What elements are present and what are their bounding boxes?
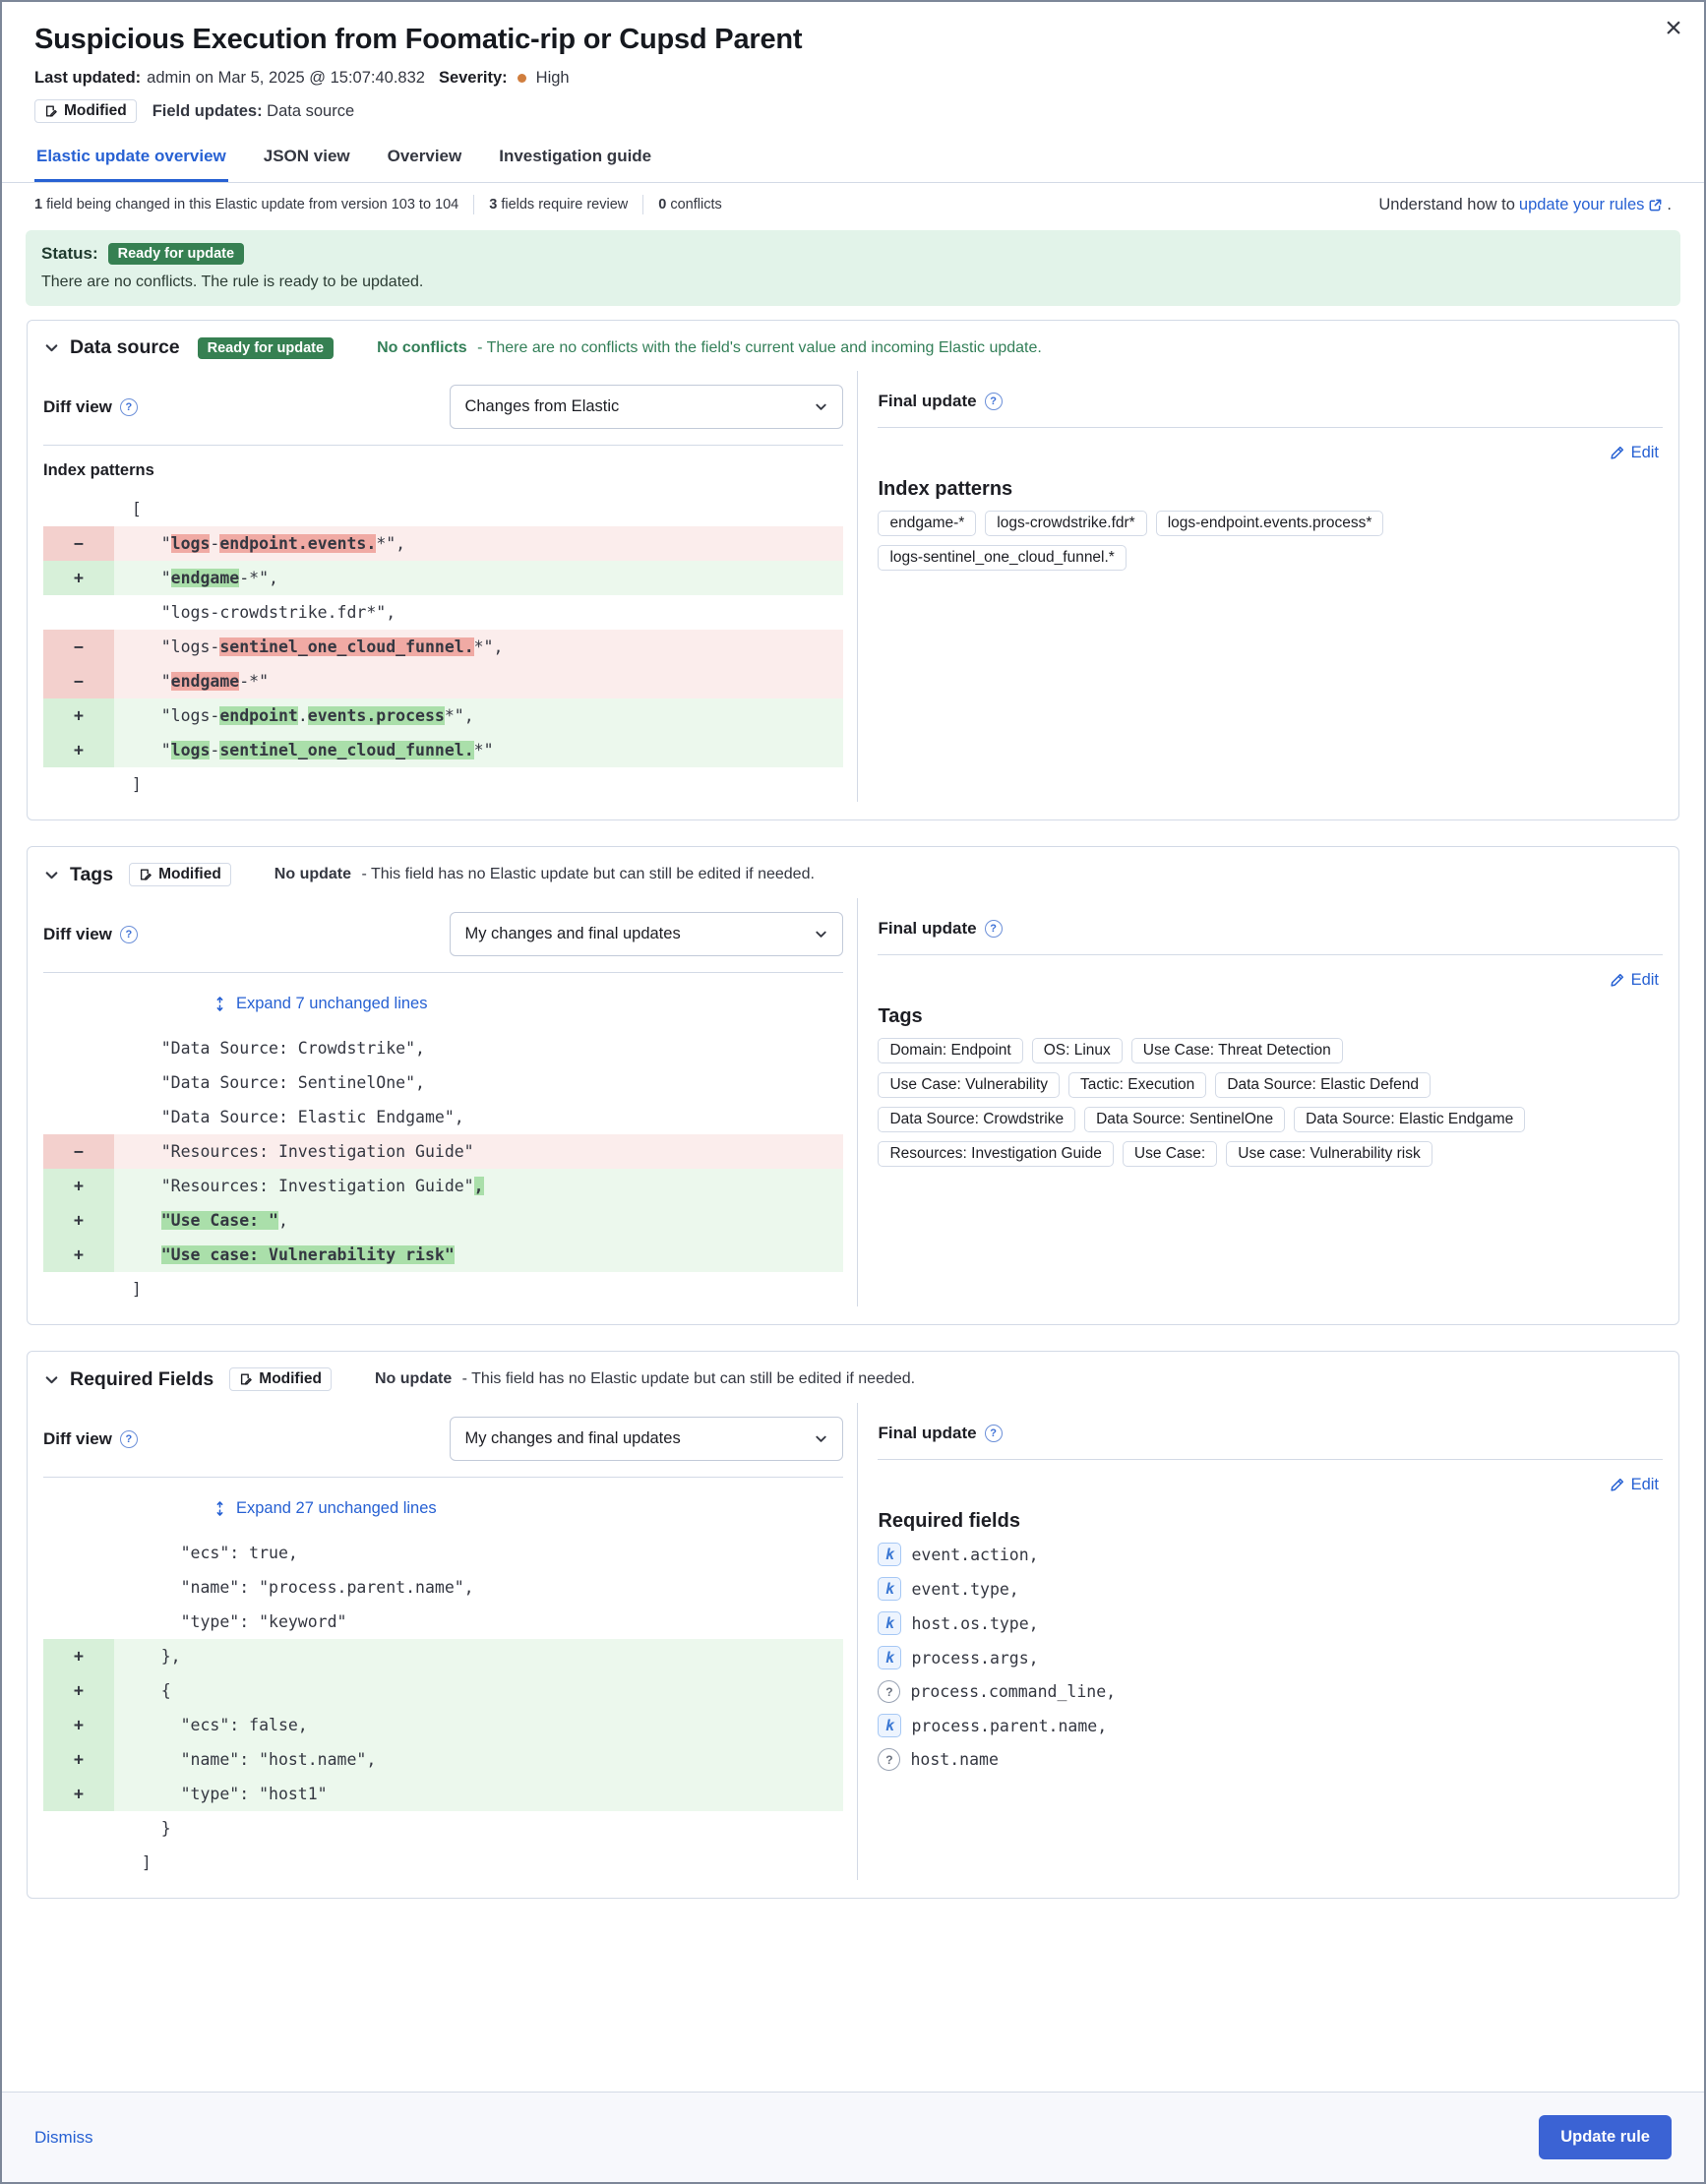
edit-button[interactable]: Edit xyxy=(1610,444,1659,462)
edit-row xyxy=(878,955,1663,996)
diff-panel xyxy=(43,1478,843,1880)
diff-view-label: Diff view ? xyxy=(43,925,138,944)
added-line-marker: + xyxy=(43,733,114,767)
diff-line-ctx xyxy=(43,767,843,802)
diff-code-text: "name": "process.parent.name", xyxy=(122,1578,474,1597)
added-line-marker: + xyxy=(43,1639,114,1673)
added-line-marker: + xyxy=(43,1203,114,1238)
final-update-label: Final update ? xyxy=(878,1424,1002,1443)
section-required-fields xyxy=(27,1351,1679,1899)
diff-code-text: "ecs": true, xyxy=(122,1544,298,1562)
pencil-icon xyxy=(1610,973,1624,988)
diff-code-text: "logs-crowdstrike.fdr*", xyxy=(122,603,396,622)
removed-line-marker: − xyxy=(43,630,114,664)
help-icon[interactable] xyxy=(985,920,1003,938)
divider xyxy=(473,195,474,214)
final-update-column xyxy=(857,1403,1663,1880)
diff-code-text: "Resources: Investigation Guide" xyxy=(122,1142,474,1161)
data-source-body xyxy=(43,371,1663,802)
value-badge: Tactic: Execution xyxy=(1068,1072,1206,1098)
section-status: No update - This field has no Elastic update but can still be edited if needed. xyxy=(274,866,815,882)
diff-view-row xyxy=(43,371,843,446)
diff-line-ctx xyxy=(43,1100,843,1134)
diff-column xyxy=(43,898,857,1306)
dismiss-button[interactable]: Dismiss xyxy=(34,2127,93,2147)
diff-line-ctx xyxy=(43,1065,843,1100)
diff-line-add xyxy=(43,1639,843,1673)
diff-code-text: "logs-endpoint.events.*", xyxy=(122,534,406,553)
divider xyxy=(642,195,643,214)
modified-badge: Modified xyxy=(34,99,137,123)
diff-line-del xyxy=(43,526,843,561)
diff-line-add xyxy=(43,561,843,595)
diff-line-add xyxy=(43,1238,843,1272)
edit-button[interactable]: Edit xyxy=(1610,971,1659,990)
rule-badges xyxy=(34,99,1672,123)
keyword-type-icon: k xyxy=(878,1577,901,1601)
diff-code-text: "Use Case: ", xyxy=(160,1211,288,1230)
diff-code-text: ] xyxy=(122,1280,142,1299)
status-message: There are no conflicts. The rule is ready to be updated. xyxy=(41,273,424,290)
line-gutter xyxy=(43,1100,114,1134)
modified-badge: Modified xyxy=(129,863,231,886)
final-index-patterns-title: Index patterns xyxy=(878,478,1013,500)
pencil-icon xyxy=(1610,1478,1624,1492)
ready-for-update-badge: Ready for update xyxy=(198,337,334,359)
section-title: Required Fields xyxy=(70,1367,214,1390)
required-fields-list xyxy=(878,1543,1663,1771)
tab-investigation-guide[interactable]: Investigation guide xyxy=(499,147,652,165)
diff-line-ctx xyxy=(43,1272,843,1306)
diff-code-text: "Data Source: Crowdstrike", xyxy=(122,1039,425,1058)
status-callout-title xyxy=(41,243,1665,265)
required-field-name: host.name xyxy=(910,1750,999,1769)
diff-line-ctx xyxy=(43,1846,843,1880)
diff-line-add xyxy=(43,1673,843,1708)
keyword-type-icon: k xyxy=(878,1543,901,1566)
diff-code-text: "logs-endpoint.events.process*", xyxy=(122,706,474,725)
line-gutter xyxy=(43,1272,114,1306)
value-badge: Use Case: Threat Detection xyxy=(1131,1038,1343,1063)
keyword-type-icon: k xyxy=(878,1611,901,1635)
update-rule-button[interactable]: Update rule xyxy=(1539,2115,1672,2159)
line-gutter xyxy=(43,595,114,630)
required-field-name: event.action, xyxy=(911,1545,1039,1564)
conflicts-count: 0 conflicts xyxy=(658,197,722,212)
required-field-name: process.parent.name, xyxy=(911,1716,1108,1735)
added-line-marker: + xyxy=(43,1169,114,1203)
diff-code-text: "Data Source: SentinelOne", xyxy=(122,1073,425,1092)
required-field-item xyxy=(878,1748,1663,1771)
diff-code-text: "endgame-*", xyxy=(122,569,278,587)
diff-code-text: "type": "host1" xyxy=(122,1785,328,1803)
value-badge: logs-crowdstrike.fdr* xyxy=(985,511,1146,536)
expand-lines-icon xyxy=(213,997,227,1011)
line-gutter xyxy=(43,492,114,526)
value-badge: logs-endpoint.events.process* xyxy=(1156,511,1384,536)
tab-json-view[interactable]: JSON view xyxy=(263,147,350,165)
required-field-item xyxy=(878,1611,1663,1635)
page-title: Suspicious Execution from Foomatic-rip or Cupsd Parent xyxy=(34,24,803,55)
section-status: No conflicts - There are no conflicts with the field's current value and incoming Elastic update. xyxy=(377,338,1042,356)
ready-for-update-badge: Ready for update xyxy=(108,243,244,265)
diff-code-text: [ xyxy=(122,500,142,518)
value-badge: Data Source: Elastic Defend xyxy=(1215,1072,1431,1098)
diff-field-label: Index patterns xyxy=(43,461,154,479)
expand-lines-icon xyxy=(213,1501,227,1516)
line-gutter xyxy=(43,767,114,802)
final-update-row xyxy=(878,1403,1663,1460)
required-fields-accordion-header[interactable] xyxy=(43,1354,1663,1403)
diff-line-ctx xyxy=(43,1605,843,1639)
help-icon[interactable] xyxy=(985,1425,1003,1442)
required-field-name: host.os.type, xyxy=(911,1613,1039,1633)
diff-line-add xyxy=(43,1777,843,1811)
status-label: Status: xyxy=(41,244,98,263)
diff-code-text: } xyxy=(122,1819,171,1838)
final-update-row xyxy=(878,898,1663,955)
line-gutter xyxy=(43,1570,114,1605)
flyout-header xyxy=(2,2,1704,123)
removed-line-marker: − xyxy=(43,526,114,561)
tab-bar xyxy=(2,123,1704,183)
diff-line-del xyxy=(43,1134,843,1169)
severity-value: High xyxy=(535,69,570,87)
diff-panel xyxy=(43,446,843,802)
flyout-footer xyxy=(2,2092,1704,2182)
required-field-name: event.type, xyxy=(911,1579,1019,1599)
update-info-bar xyxy=(2,183,1704,224)
value-badge: Use Case: Vulnerability xyxy=(878,1072,1060,1098)
unknown-type-icon: ? xyxy=(878,1748,900,1771)
diff-panel xyxy=(43,973,843,1306)
section-title: Data source xyxy=(70,336,180,358)
value-badge: Use case: Vulnerability risk xyxy=(1226,1141,1432,1167)
fields-require-review-count: 3 fields require review xyxy=(489,197,629,212)
diff-line-ctx xyxy=(43,1536,843,1570)
document-edit-icon xyxy=(44,104,58,118)
flyout-body xyxy=(2,2,1704,2092)
removed-line-marker: − xyxy=(43,664,114,698)
value-badge: Data Source: SentinelOne xyxy=(1084,1107,1285,1132)
keyword-type-icon: k xyxy=(878,1714,901,1737)
diff-line-del xyxy=(43,630,843,664)
value-badge: Use Case: xyxy=(1123,1141,1217,1167)
diff-code-text: "Data Source: Elastic Endgame", xyxy=(122,1108,464,1126)
diff-line-del xyxy=(43,664,843,698)
required-field-item xyxy=(878,1543,1663,1566)
line-gutter xyxy=(43,1536,114,1570)
diff-line-add xyxy=(43,1203,843,1238)
diff-view-select[interactable]: My changes and final updates xyxy=(450,912,843,956)
diff-line-add xyxy=(43,1742,843,1777)
added-line-marker: + xyxy=(43,1673,114,1708)
required-field-item xyxy=(878,1714,1663,1737)
value-badge: OS: Linux xyxy=(1032,1038,1123,1063)
line-gutter xyxy=(43,1031,114,1065)
external-link-icon xyxy=(1648,198,1663,212)
chevron-down-icon xyxy=(814,1431,828,1446)
help-icon[interactable] xyxy=(985,393,1003,410)
added-line-marker: + xyxy=(43,1742,114,1777)
document-edit-icon xyxy=(239,1372,253,1386)
section-status: No update - This field has no Elastic update but can still be edited if needed. xyxy=(375,1370,916,1387)
line-gutter xyxy=(43,1846,114,1880)
added-line-marker: + xyxy=(43,698,114,733)
value-badge: Data Source: Crowdstrike xyxy=(878,1107,1075,1132)
diff-code-text: "ecs": false, xyxy=(122,1716,308,1734)
diff-view-select[interactable]: Changes from Elastic xyxy=(450,385,843,429)
diff-view-label: Diff view ? xyxy=(43,397,138,417)
edit-row xyxy=(878,1460,1663,1500)
chevron-down-icon xyxy=(814,927,828,941)
chevron-down-icon[interactable] xyxy=(43,1371,60,1388)
rule-meta xyxy=(34,69,1672,88)
tab-elastic-update-overview[interactable]: Elastic update overview xyxy=(34,143,228,182)
modified-badge: Modified xyxy=(229,1367,332,1391)
status-callout xyxy=(26,230,1680,306)
tags-accordion-header[interactable] xyxy=(43,849,1663,898)
index-patterns-diff xyxy=(43,492,843,802)
help-text: Understand how to update your rules . xyxy=(1378,195,1672,213)
diff-code-text: "endgame-*" xyxy=(122,672,270,691)
required-fields-diff xyxy=(43,1536,843,1880)
unknown-type-icon: ? xyxy=(878,1680,900,1703)
diff-code-text: ] xyxy=(122,1853,152,1872)
diff-code-text: }, xyxy=(122,1647,181,1666)
fields-changed-count: 1 field being changed in this Elastic update from version 103 to 104 xyxy=(34,197,459,212)
diff-code-text: "type": "keyword" xyxy=(122,1612,347,1631)
required-fields-body xyxy=(43,1403,1663,1880)
value-badge: Data Source: Elastic Endgame xyxy=(1294,1107,1525,1132)
required-field-item xyxy=(878,1577,1663,1601)
help-icon[interactable] xyxy=(120,1430,138,1448)
required-field-name: process.command_line, xyxy=(910,1682,1117,1701)
diff-code-text: "logs-sentinel_one_cloud_funnel.*" xyxy=(122,741,494,759)
field-updates xyxy=(152,102,354,121)
help-icon[interactable] xyxy=(120,398,138,416)
last-updated-value: admin on Mar 5, 2025 @ 15:07:40.832 xyxy=(147,69,425,87)
added-line-marker: + xyxy=(43,1777,114,1811)
field-updates-label: Field updates: xyxy=(152,101,263,120)
update-your-rules-link[interactable]: update your rules xyxy=(1518,195,1645,213)
diff-line-ctx xyxy=(43,595,843,630)
diff-line-add xyxy=(43,698,843,733)
diff-code-text: "Use case: Vulnerability risk" xyxy=(160,1245,455,1264)
help-icon[interactable] xyxy=(120,926,138,943)
data-source-accordion-header[interactable] xyxy=(43,323,1663,371)
chevron-down-icon[interactable] xyxy=(43,867,60,883)
keyword-type-icon: k xyxy=(878,1646,901,1669)
diff-column xyxy=(43,1403,857,1880)
diff-line-add xyxy=(43,733,843,767)
tab-overview[interactable]: Overview xyxy=(387,147,462,165)
diff-code-text: "logs-sentinel_one_cloud_funnel.*", xyxy=(122,637,504,656)
edit-row xyxy=(878,428,1663,468)
removed-line-marker: − xyxy=(43,1134,114,1169)
expand-unchanged-lines-button[interactable]: Expand 7 unchanged lines xyxy=(213,995,843,1013)
diff-line-ctx xyxy=(43,492,843,526)
value-badge: Domain: Endpoint xyxy=(878,1038,1022,1063)
pencil-icon xyxy=(1610,446,1624,460)
chevron-down-icon xyxy=(814,399,828,414)
added-line-marker: + xyxy=(43,1238,114,1272)
final-update-label: Final update ? xyxy=(878,392,1002,411)
diff-code-text: { xyxy=(122,1681,171,1700)
diff-line-ctx xyxy=(43,1570,843,1605)
diff-line-ctx xyxy=(43,1031,843,1065)
diff-line-add xyxy=(43,1708,843,1742)
field-updates-value: Data source xyxy=(267,101,355,120)
final-required-fields-title: Required fields xyxy=(878,1510,1020,1532)
added-line-marker: + xyxy=(43,561,114,595)
tags-diff xyxy=(43,1031,843,1306)
tag-badges xyxy=(878,1038,1527,1167)
diff-view-row xyxy=(43,1403,843,1478)
diff-column xyxy=(43,371,857,802)
section-data-source xyxy=(27,320,1679,820)
final-tags-title: Tags xyxy=(878,1005,923,1027)
final-update-column xyxy=(857,371,1663,802)
added-line-marker: + xyxy=(43,1708,114,1742)
required-field-name: process.args, xyxy=(911,1648,1039,1668)
close-icon[interactable] xyxy=(1657,12,1690,45)
diff-code-text: "Resources: Investigation Guide", xyxy=(122,1177,484,1195)
diff-code-text: "name": "host.name", xyxy=(122,1750,377,1769)
value-badge: logs-sentinel_one_cloud_funnel.* xyxy=(878,545,1126,571)
required-field-item xyxy=(878,1646,1663,1669)
severity-dot-icon xyxy=(518,74,526,83)
diff-line-ctx xyxy=(43,1811,843,1846)
chevron-down-icon[interactable] xyxy=(43,339,60,356)
diff-view-label: Diff view ? xyxy=(43,1429,138,1449)
line-gutter xyxy=(43,1811,114,1846)
final-update-row xyxy=(878,371,1663,428)
document-edit-icon xyxy=(139,868,152,881)
value-badge: endgame-* xyxy=(878,511,976,536)
line-gutter xyxy=(43,1605,114,1639)
diff-view-row xyxy=(43,898,843,973)
diff-code-text: ] xyxy=(122,775,142,794)
final-update-label: Final update ? xyxy=(878,919,1002,939)
expand-unchanged-lines-button[interactable]: Expand 27 unchanged lines xyxy=(213,1499,843,1518)
required-field-item xyxy=(878,1680,1663,1703)
severity-label: Severity: xyxy=(438,69,508,87)
last-updated-label: Last updated: xyxy=(34,69,142,87)
edit-button[interactable]: Edit xyxy=(1610,1476,1659,1494)
line-gutter xyxy=(43,1065,114,1100)
diff-line-add xyxy=(43,1169,843,1203)
value-badge: Resources: Investigation Guide xyxy=(878,1141,1113,1167)
section-tags xyxy=(27,846,1679,1325)
index-pattern-badges xyxy=(878,511,1527,571)
section-title: Tags xyxy=(70,863,114,885)
tags-body xyxy=(43,898,1663,1306)
final-update-column xyxy=(857,898,1663,1306)
diff-view-select[interactable]: My changes and final updates xyxy=(450,1417,843,1461)
